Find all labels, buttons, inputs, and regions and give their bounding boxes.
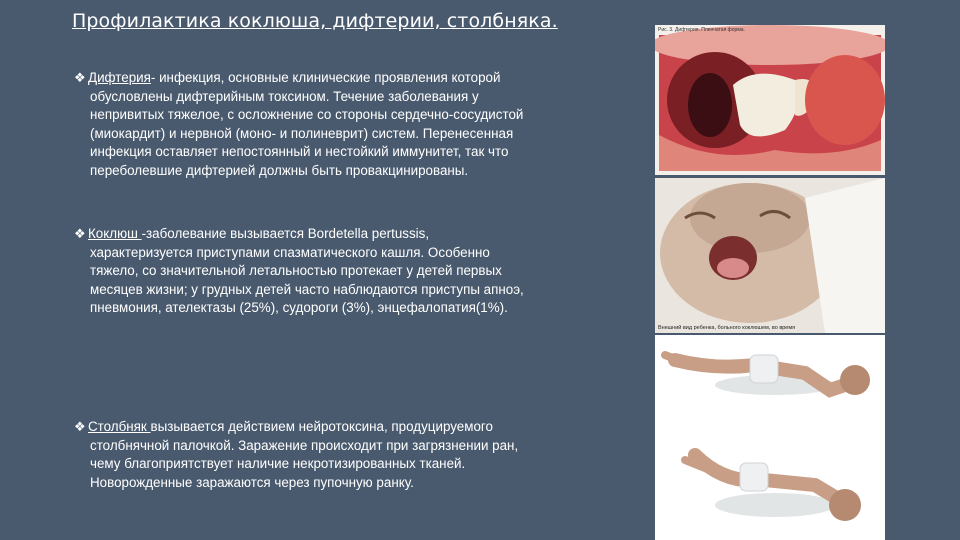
diamond-bullet-icon: ❖ xyxy=(74,226,86,241)
bullet-text: -заболевание вызывается Bordetella pertussis, xyxy=(141,226,430,241)
bullet-text: вызывается действием нейротоксина, продуцируемого xyxy=(150,419,493,434)
bullet-first-line xyxy=(74,225,634,244)
diphtheria-throat-photo xyxy=(655,25,885,175)
bullet-text: инфекция оставляет непостоянный и нестойкий иммунитет, так что xyxy=(90,144,509,160)
bullet-diphtheria xyxy=(74,69,634,181)
bullet-text: чему благоприятствует наличие некротизированных тканей. xyxy=(90,456,466,472)
slide-title: Профилактика коклюша, дифтерии, столбняка. xyxy=(72,10,558,32)
bullet-pertussis xyxy=(74,225,634,318)
bullet-text: непривитых тяжелое, с осложнение со стороны сердечно-сосудистой xyxy=(90,107,524,123)
bullet-text: характеризуется приступами спазматического кашля. Особенно xyxy=(90,244,490,260)
bullet-text: переболевшие дифтерией должны быть провакцинированы. xyxy=(90,162,469,178)
bullet-text: месяцев жизни; у грудных детей часто наблюдаются приступы апноэ, xyxy=(90,281,524,297)
bullet-text: пневмония, ателектазы (25%), судороги (3%), энцефалопатия(1%). xyxy=(90,300,508,316)
diamond-bullet-icon: ❖ xyxy=(74,419,86,434)
photo-caption: Рис. 3. Дифтерия. Пленчатая форма. xyxy=(658,27,745,33)
bullet-text: Новорожденные заражаются через пупочную ранку. xyxy=(90,474,414,490)
tetanus-illustration xyxy=(655,335,885,540)
bullet-tetanus xyxy=(74,418,634,492)
term-diphtheria: Дифтерия xyxy=(88,70,151,85)
baby-illustration xyxy=(655,178,885,333)
bullet-first-line xyxy=(74,69,634,88)
throat-illustration xyxy=(655,25,885,175)
bullet-text: (миокардит) и нервной (моно- и полиневрит) систем. Перенесенная xyxy=(90,125,514,141)
bullet-text: - инфекция, основные клинические проявления которой xyxy=(150,70,501,85)
bullet-text: тяжело, со значительной летальностью протекает у детей первых xyxy=(90,263,502,279)
term-pertussis: Коклюш xyxy=(88,226,142,241)
tetanus-figures xyxy=(655,335,885,540)
bullet-text: столбнячной палочкой. Заражение происходит при загрязнении ран, xyxy=(90,437,519,453)
photo-caption: Внешний вид ребенка, больного коклюшем, во время xyxy=(658,325,796,331)
diamond-bullet-icon: ❖ xyxy=(74,70,86,85)
term-tetanus: Столбняк xyxy=(88,419,151,434)
pertussis-baby-photo xyxy=(655,178,885,333)
bullet-text: обусловлены дифтерийным токсином. Течение заболевания у xyxy=(90,88,479,104)
bullet-first-line xyxy=(74,418,634,437)
